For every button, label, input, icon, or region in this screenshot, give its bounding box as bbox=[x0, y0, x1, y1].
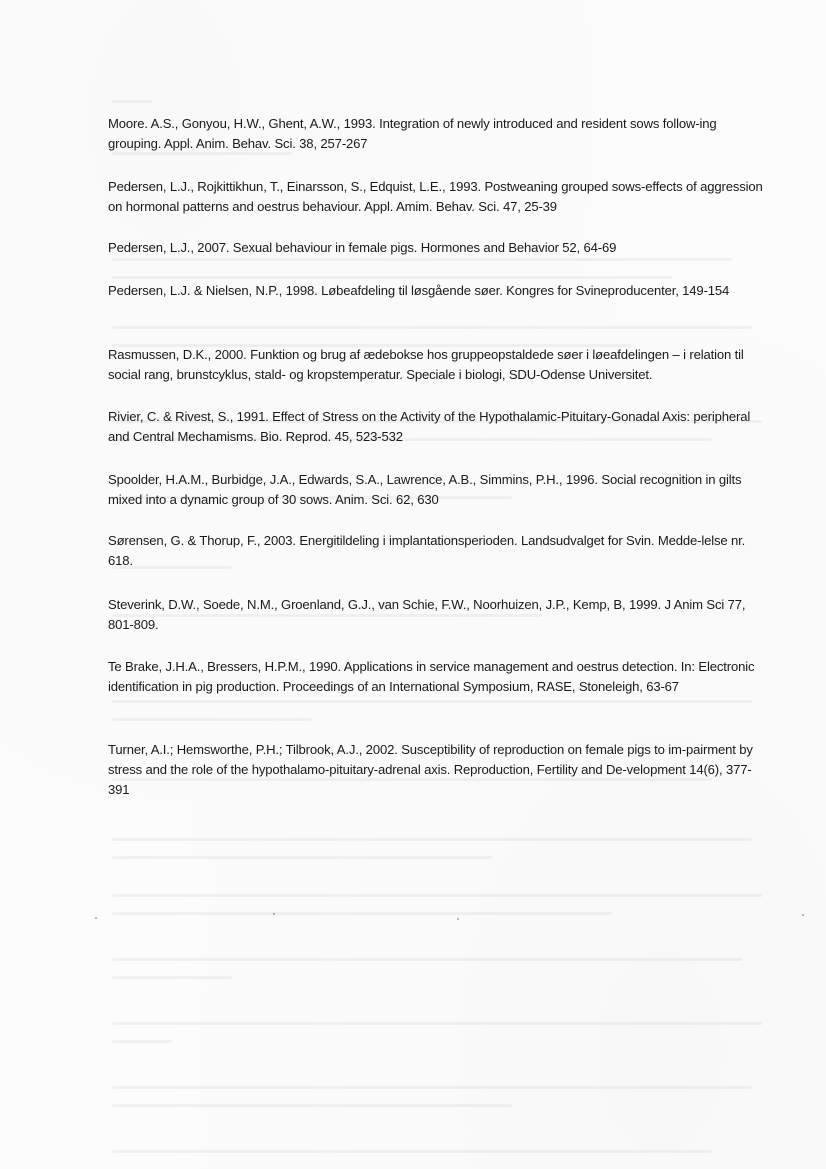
show-through-line bbox=[112, 700, 752, 703]
show-through-line bbox=[112, 1150, 712, 1153]
show-through-line bbox=[112, 258, 732, 261]
show-through-line bbox=[112, 856, 492, 859]
reference-te-brake-1990: Te Brake, J.H.A., Bressers, H.P.M., 1990. Applications in service management and oestrus detection. In: Electronic identification in pig production. Proceedings of an International Symposium, RASE, Stoneleigh, 63-67 bbox=[108, 659, 755, 694]
show-through-line bbox=[112, 326, 752, 329]
show-through-line bbox=[112, 1022, 762, 1025]
reference-rivier-rivest-1991: Rivier, C. & Rivest, S., 1991. Effect of Stress on the Activity of the Hypothalamic-Pituitary-Gonadal Axis: peripheral and Central Mechamisms. Bio. Reprod. 45, 523-532 bbox=[108, 409, 751, 444]
reference-turner-2002: Turner, A.I.; Hemsworthe, P.H.; Tilbrook, A.J., 2002. Susceptibility of reproduction on female pigs to im-pairment by stress and the role of the hypothalamo-pituitary-adrenal axis. Reproduction, Fertility and De-velopment 14(6), 377-391 bbox=[108, 742, 753, 797]
reference-rasmussen-2000: Rasmussen, D.K., 2000. Funktion og brug af ædebokse hos gruppeopstaldede søer i løeafdelingen – i relation til social rang, brunstcyklus, stald- og kropstemperatur. Speciale i biologi, SDU-Odense Universitet. bbox=[108, 347, 744, 382]
reference-spoolder-1996: Spoolder, H.A.M., Burbidge, J.A., Edwards, S.A., Lawrence, A.B., Simmins, P.H., 1996. Social recognition in gilts mixed into a dynamic group of 30 sows. Anim. Sci. 62, 630 bbox=[108, 472, 742, 507]
reference-sorensen-thorup-2003: Sørensen, G. & Thorup, F., 2003. Energitildeling i implantationsperioden. Landsudvalget for Svin. Medde-lelse nr. 618. bbox=[108, 533, 746, 568]
show-through-line bbox=[112, 718, 312, 721]
show-through-line bbox=[112, 1040, 172, 1043]
reference-moore-1993: Moore. A.S., Gonyou, H.W., Ghent, A.W., 1993. Integration of newly introduced and resident sows follow-ing grouping. Appl. Anim. Behav. Sci. 38, 257-267 bbox=[108, 116, 717, 151]
scan-speck bbox=[802, 914, 804, 916]
scan-speck bbox=[273, 913, 275, 915]
show-through-line bbox=[112, 1086, 752, 1089]
scan-speck bbox=[457, 918, 459, 920]
show-through-line bbox=[112, 276, 672, 279]
show-through-line bbox=[112, 100, 152, 103]
show-through-line bbox=[112, 894, 762, 897]
reference-steverink-1999: Steverink, D.W., Soede, N.M., Groenland, G.J., van Schie, F.W., Noorhuizen, J.P., Kemp, B, 1999. J Anim Sci 77, 801-809. bbox=[108, 597, 746, 632]
reference-pedersen-2007: Pedersen, L.J., 2007. Sexual behaviour in female pigs. Hormones and Behavior 52, 64-69 bbox=[108, 240, 617, 255]
show-through-line bbox=[112, 976, 232, 979]
scan-speck bbox=[95, 917, 97, 919]
reference-pedersen-nielsen-1998: Pedersen, L.J. & Nielsen, N.P., 1998. Løbeafdeling til løsgående søer. Kongres for Svineproducenter, 149-154 bbox=[108, 283, 730, 298]
show-through-line bbox=[112, 958, 742, 961]
show-through-line bbox=[112, 1104, 512, 1107]
show-through-line bbox=[112, 838, 752, 841]
show-through-line bbox=[112, 912, 612, 915]
reference-pedersen-1993: Pedersen, L.J., Rojkittikhun, T., Einarsson, S., Edquist, L.E., 1993. Postweaning grouped sows-effects of aggression on hormonal patterns and oestrus behaviour. Appl. Amim. Behav. Sci. 47, 25-39 bbox=[108, 179, 763, 214]
